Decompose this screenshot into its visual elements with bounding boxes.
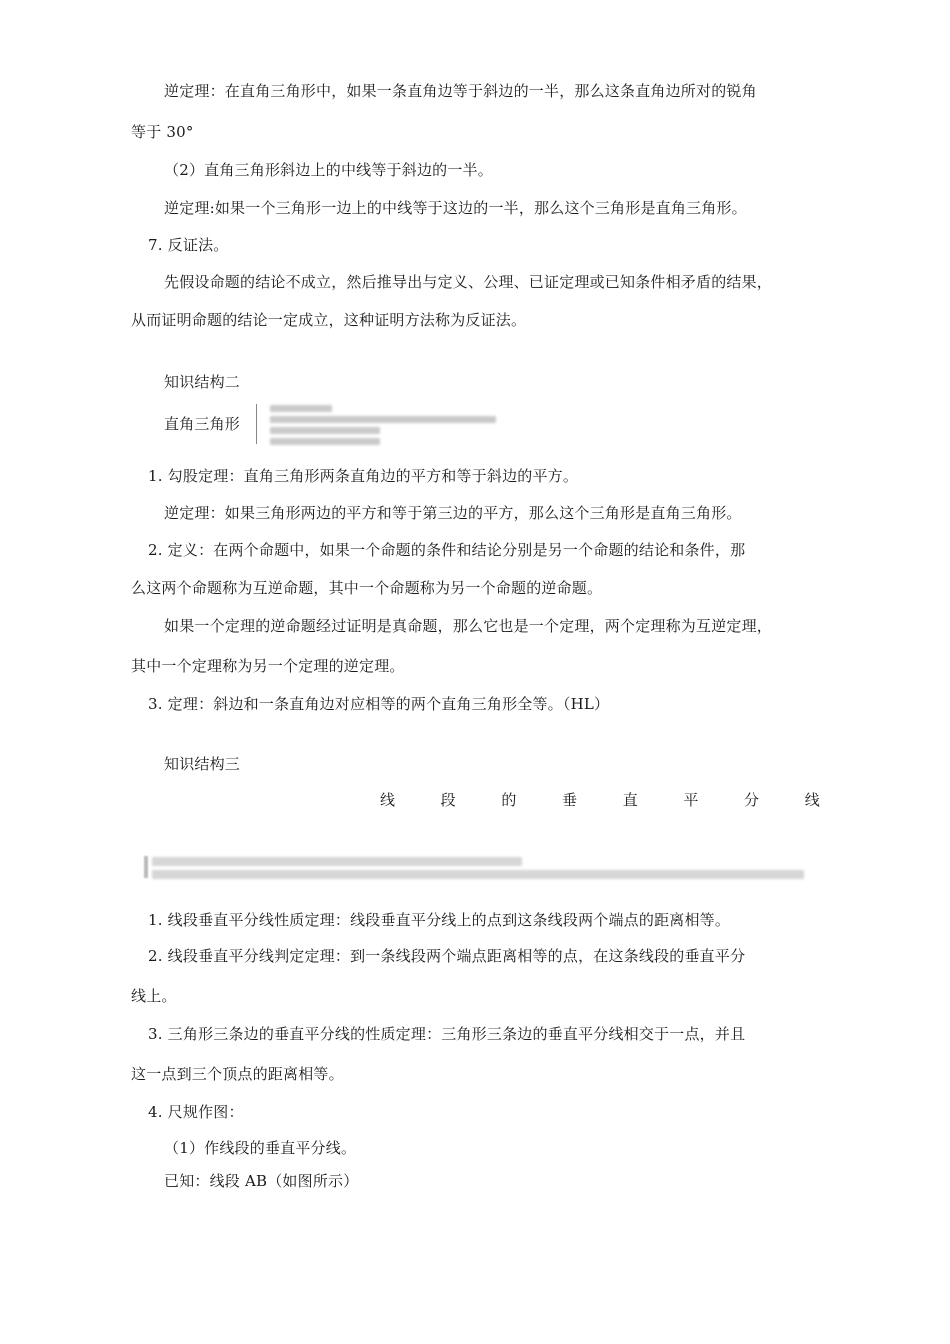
text-line: 从而证明命题的结论一定成立，这种证明方法称为反证法。: [131, 311, 527, 329]
brace: [256, 404, 263, 444]
heading-char: 段: [440, 791, 456, 809]
text-line: 已知：线段 AB（如图所示）: [164, 1172, 359, 1190]
text-line: 逆定理：如果三角形两边的平方和等于第三边的平方，那么这个三角形是直角三角形。: [164, 504, 742, 522]
text-line: 1. 勾股定理：直角三角形两条直角边的平方和等于斜边的平方。: [148, 467, 579, 485]
text-line: 先假设命题的结论不成立，然后推导出与定义、公理、已证定理或已知条件相矛盾的结果，: [164, 273, 773, 291]
text-line: 逆定理:如果一个三角形一边上的中线等于这边的一半，那么这个三角形是直角三角形。: [164, 199, 747, 217]
spaced-heading: [380, 790, 820, 810]
blurred-text: [270, 427, 380, 434]
text-line: 4. 尺规作图：: [148, 1103, 244, 1121]
section-heading: 知识结构二: [164, 373, 241, 391]
heading-char: 线: [804, 791, 820, 809]
heading-char: 分: [744, 791, 760, 809]
text-line: 7. 反证法。: [148, 236, 229, 254]
text-line: 3. 定理：斜边和一条直角边对应相等的两个直角三角形全等。（HL）: [148, 695, 610, 713]
blurred-text: [270, 416, 496, 423]
text-line: 等于 30°: [131, 123, 194, 141]
blurred-structure-diagram: [256, 404, 506, 450]
blurred-text: [270, 438, 380, 445]
text-line: 如果一个定理的逆命题经过证明是真命题，那么它也是一个定理，两个定理称为互逆定理，: [164, 617, 773, 635]
heading-char: 平: [683, 791, 699, 809]
section-heading: 知识结构三: [164, 755, 241, 773]
heading-char: 直: [622, 791, 638, 809]
text-line: 么这两个命题称为互逆命题，其中一个命题称为另一个命题的逆命题。: [131, 579, 603, 597]
text-line: 其中一个定理称为另一个定理的逆定理。: [131, 657, 405, 675]
diagram-label: 直角三角形: [164, 415, 241, 433]
blurred-text: [152, 870, 804, 879]
text-line: 线上。: [131, 987, 177, 1005]
text-line: （1）作线段的垂直平分线。: [164, 1139, 357, 1157]
text-line: 2. 线段垂直平分线判定定理：到一条线段两个端点距离相等的点，在这条线段的垂直平分: [148, 947, 746, 965]
blurred-text: [270, 405, 332, 412]
text-line: 逆定理：在直角三角形中，如果一条直角边等于斜边的一半，那么这条直角边所对的锐角: [164, 82, 757, 100]
text-line: 1. 线段垂直平分线性质定理：线段垂直平分线上的点到这条线段两个端点的距离相等。: [148, 911, 731, 929]
text-line: （2）直角三角形斜边上的中线等于斜边的一半。: [164, 161, 493, 179]
brace: [144, 856, 148, 878]
text-line: 3. 三角形三条边的垂直平分线的性质定理：三角形三条边的垂直平分线相交于一点，并且: [148, 1025, 746, 1043]
blurred-text: [152, 857, 522, 866]
heading-char: 线: [380, 791, 396, 809]
text-line: 这一点到三个顶点的距离相等。: [131, 1065, 344, 1083]
heading-char: 的: [501, 791, 517, 809]
text-line: 2. 定义：在两个命题中，如果一个命题的条件和结论分别是另一个命题的结论和条件，那: [148, 541, 746, 559]
heading-char: 垂: [562, 791, 578, 809]
